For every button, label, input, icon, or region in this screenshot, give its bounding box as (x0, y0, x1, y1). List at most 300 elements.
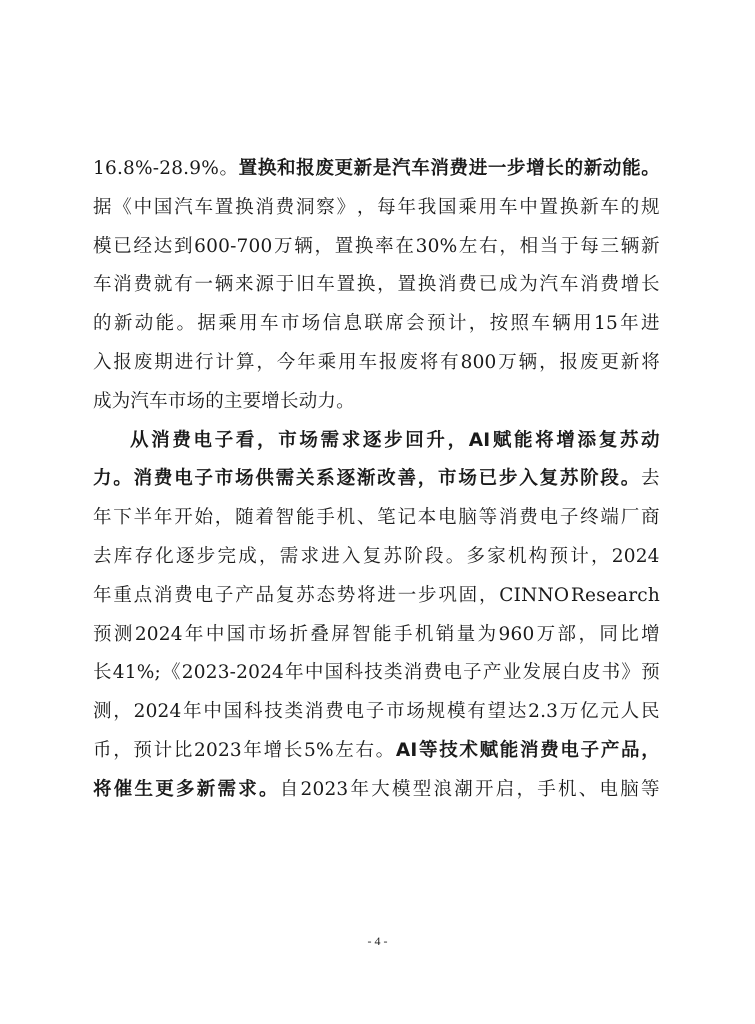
text-run: 600-700 (194, 235, 273, 257)
text-run: ， (539, 351, 558, 373)
text-run: 动 (641, 429, 660, 451)
text-run: 新 (620, 351, 640, 373)
text-run: 需 (217, 778, 237, 800)
text-run: 为 (519, 274, 538, 296)
text-run: 的 (620, 196, 640, 218)
text-run: 步 (507, 158, 526, 179)
text-run: 比 (620, 623, 639, 645)
text-run: 万 (498, 351, 517, 373)
text-run: 一 (397, 584, 417, 606)
text-run: 消 (304, 701, 324, 723)
text-run: ， (478, 584, 498, 606)
text-run: 辆 (518, 351, 538, 373)
text-run: 消 (153, 584, 173, 606)
text-run: 15 (594, 313, 618, 335)
text-run: 41%; (112, 662, 161, 684)
text-run: 需 (279, 545, 299, 567)
text-run: 息 (343, 313, 363, 335)
text-run: 费 (153, 468, 173, 490)
text-run: 费 (449, 158, 469, 179)
text-run: 费 (458, 274, 478, 296)
text-run: 报 (113, 351, 133, 373)
text-run: 废 (579, 351, 599, 373)
text-run: 新 (641, 235, 660, 257)
text-run: 的 (564, 158, 584, 179)
text-run: 汽 (392, 158, 411, 179)
text-run: 求 (238, 778, 257, 800)
text-run: 成为汽车市场的主要增长动力。 (93, 390, 355, 412)
text-run: 进 (468, 158, 488, 179)
text-run: ， (214, 507, 234, 529)
text-run: 费 (519, 507, 538, 529)
text-run: 计 (570, 545, 589, 567)
text-run: 。 (219, 158, 239, 179)
text-run: 增 (526, 158, 545, 179)
text-run: 消 (498, 507, 518, 529)
text-run: 段 (425, 545, 444, 567)
text-run: 国 (153, 196, 173, 218)
text-run: ， (468, 313, 488, 335)
text-run: 手 (537, 778, 556, 800)
text-run: 右 (355, 739, 375, 761)
text-line (93, 228, 660, 267)
text-run: 消 (580, 274, 599, 296)
text-run: 多 (466, 545, 486, 567)
text-run: ， (256, 351, 276, 373)
text-run: 步 (384, 429, 403, 451)
text-run: 费 (325, 701, 344, 723)
text-run: 中 (205, 623, 225, 645)
text-run: 子 (365, 701, 385, 723)
text-run: 业 (502, 662, 522, 684)
text-run: 电 (599, 778, 619, 800)
text-run: 汽 (174, 196, 193, 218)
text-run: 能 (622, 158, 641, 179)
text-run: 电 (560, 739, 580, 761)
text-run: 换 (356, 274, 376, 296)
text-run: 长 (545, 158, 565, 179)
text-line (93, 577, 660, 616)
text-run: 国 (226, 623, 246, 645)
text-run: 脑 (620, 778, 639, 800)
text-run: 960 (498, 623, 535, 645)
text-run: 万 (536, 623, 556, 645)
text-run: 催 (113, 778, 133, 800)
text-run: 按 (489, 313, 509, 335)
text-run: 子 (463, 662, 482, 684)
text-run: 多 (176, 778, 195, 800)
text-line (93, 460, 660, 499)
text-run: ， (641, 739, 660, 761)
text-run: 来 (235, 274, 254, 296)
text-run: 开 (174, 507, 193, 529)
text-run: 人 (620, 701, 640, 723)
text-run: 联 (364, 313, 384, 335)
text-run: 回 (405, 429, 424, 451)
text-run: 势 (336, 584, 356, 606)
text-run: 手 (316, 507, 335, 529)
text-run: 国 (324, 662, 344, 684)
text-run: 苏 (383, 545, 403, 567)
text-line (93, 422, 660, 461)
text-run: 洞 (295, 196, 315, 218)
text-run: 测 (113, 623, 133, 645)
text-run: 等 (418, 739, 438, 761)
text-run: 更 (600, 351, 620, 373)
text-run: ， (417, 468, 437, 490)
text-run: ， (314, 235, 334, 257)
text-run: 在 (395, 235, 415, 257)
text-run: 计 (215, 351, 235, 373)
text-run: 同 (599, 623, 619, 645)
text-run: 左 (458, 235, 478, 257)
text-run: 算 (235, 351, 255, 373)
text-run: 市 (278, 429, 297, 451)
text-run: 求 (300, 545, 320, 567)
text-run: 智 (352, 623, 371, 645)
text-run: 将 (93, 778, 112, 800)
text-run: 逐 (176, 545, 195, 567)
text-run: ， (591, 545, 610, 567)
text-run: 预 (93, 623, 112, 645)
text-run: 车 (260, 313, 279, 335)
text-run: 。 (375, 739, 395, 761)
text-run: 车 (411, 158, 430, 179)
text-run: 苏 (559, 468, 579, 490)
text-line (93, 266, 660, 305)
text-run: 年 (93, 507, 112, 529)
text-run: 进 (641, 313, 660, 335)
text-run: 车 (316, 274, 335, 296)
text-run: 半 (133, 507, 153, 529)
text-run: 电 (174, 468, 193, 490)
text-run: 年 (350, 778, 370, 800)
text-run: 有 (467, 701, 486, 723)
text-run: 、 (578, 778, 598, 800)
text-run: 年 (397, 196, 417, 218)
text-run: 长 (641, 274, 660, 296)
text-line (93, 150, 660, 189)
text-run: 手 (393, 623, 413, 645)
text-run: 家 (487, 545, 506, 567)
text-run: ， (259, 545, 278, 567)
text-run: 旧 (295, 274, 315, 296)
text-run: 科 (344, 662, 364, 684)
text-run: 年 (153, 507, 173, 529)
text-run: 照 (510, 313, 530, 335)
text-run: 电 (443, 662, 463, 684)
text-run: 三 (600, 235, 620, 257)
text-run: 长 (283, 739, 303, 761)
text-run: 是 (372, 158, 392, 179)
text-run: 子 (194, 468, 214, 490)
text-run: 场 (268, 623, 288, 645)
text-run: 始 (194, 507, 214, 529)
text-run: 量 (456, 623, 476, 645)
text-run: 乘 (218, 313, 237, 335)
text-run: 于 (275, 274, 295, 296)
text-run: 将 (641, 351, 660, 373)
text-run: 能 (295, 507, 315, 529)
text-run: 市 (280, 313, 300, 335)
text-run: 力 (93, 468, 112, 490)
text-run: 大 (371, 778, 390, 800)
text-run: 叠 (310, 623, 330, 645)
text-run: CINNO (499, 584, 570, 606)
text-run: 废 (315, 158, 335, 179)
text-run: 2023-2024 (181, 662, 285, 684)
text-line (93, 616, 660, 655)
text-run: 万 (273, 235, 293, 257)
text-line (93, 189, 660, 228)
text-run: 的 (93, 313, 112, 335)
text-run: 品 (621, 739, 640, 761)
text-run: 逐 (362, 429, 382, 451)
text-run: 术 (459, 739, 479, 761)
text-run: 完 (217, 545, 237, 567)
text-run: 每 (580, 235, 599, 257)
text-run: 增 (263, 739, 283, 761)
text-run: 换 (354, 235, 374, 257)
text-run: 亿 (580, 701, 599, 723)
text-run: 场 (299, 429, 319, 451)
text-run: 能 (514, 429, 533, 451)
text-run: 今 (276, 351, 296, 373)
text-run: 消 (113, 274, 132, 296)
text-run: 2023 (300, 778, 349, 800)
text-run: 计 (447, 313, 467, 335)
text-run: 子 (214, 584, 234, 606)
text-run: 期 (154, 351, 173, 373)
text-run: 浪 (433, 778, 453, 800)
text-run: 乘 (458, 196, 478, 218)
text-run: 增 (556, 429, 576, 451)
text-run: 记 (397, 507, 417, 529)
text-run: 子 (559, 507, 579, 529)
text-run: 固 (458, 584, 478, 606)
text-run: 消 (151, 429, 170, 451)
text-run: 到 (173, 235, 193, 257)
text-run: 子 (580, 739, 600, 761)
text-run: 去 (93, 545, 112, 567)
text-run: 预 (427, 313, 446, 335)
text-run: 启 (495, 778, 515, 800)
text-run: 机 (414, 623, 434, 645)
text-run: 测 (93, 701, 112, 723)
text-run: 废 (399, 351, 419, 373)
text-run: 年 (297, 351, 316, 373)
text-run: 费 (540, 739, 559, 761)
text-run: 模 (446, 701, 466, 723)
text-run: 费 (275, 196, 295, 218)
text-run: 年 (285, 662, 304, 684)
body-text (93, 150, 660, 810)
text-run: 有 (174, 274, 193, 296)
text-run: 辆 (214, 274, 234, 296)
page-number: - 4 - (367, 934, 388, 948)
text-run: 车 (559, 274, 579, 296)
text-run: AI (395, 739, 418, 761)
text-run: 技 (364, 662, 383, 684)
text-run: 入 (93, 351, 112, 373)
text-run: 着 (255, 507, 275, 529)
text-run: 报 (378, 351, 398, 373)
text-run: 用 (338, 351, 357, 373)
text-run: 车 (358, 351, 378, 373)
text-run: 报 (296, 158, 315, 179)
text-run: 和 (276, 158, 296, 179)
text-run: 一 (194, 274, 214, 296)
text-run: 换 (417, 274, 437, 296)
text-run: 新 (113, 313, 133, 335)
text-run: 用 (478, 196, 498, 218)
text-run: 换 (257, 158, 277, 179)
text-run: 预 (549, 545, 569, 567)
text-run: 段 (600, 468, 620, 490)
text-run: 达 (153, 235, 173, 257)
text-run: 需 (320, 429, 340, 451)
text-run: 废 (133, 351, 153, 373)
text-run: 关 (295, 468, 315, 490)
text-run: AI (468, 429, 491, 451)
text-run: 民 (640, 701, 660, 723)
text-line (93, 654, 660, 693)
text-run: 新 (353, 158, 373, 179)
text-run: 商 (641, 507, 660, 529)
text-run: 辆 (294, 235, 313, 257)
text-run: 据 (197, 313, 217, 335)
text-run: ， (377, 274, 396, 296)
text-run: 费 (172, 429, 192, 451)
text-run: 相 (519, 235, 539, 257)
text-run: 2.3 (528, 701, 559, 723)
text-run: 置 (397, 274, 417, 296)
text-run: 规 (641, 196, 660, 218)
text-run: 潮 (454, 778, 473, 800)
text-run: 币 (93, 739, 112, 761)
text-run: 态 (316, 584, 336, 606)
text-run: 2024 (611, 545, 660, 567)
text-run: 费 (133, 274, 153, 296)
text-run: 、 (356, 507, 376, 529)
text-run: 电 (194, 584, 214, 606)
text-run: 经 (133, 235, 153, 257)
text-run: 去 (641, 468, 660, 490)
text-run: 当 (539, 235, 559, 257)
text-run: 中 (304, 662, 324, 684)
text-run: 望 (487, 701, 507, 723)
text-run: 》 (336, 196, 356, 218)
text-run: 汽 (539, 274, 559, 296)
text-run: 消 (438, 274, 457, 296)
text-run: 每 (377, 196, 396, 218)
text-run: 年 (184, 623, 204, 645)
text-run: 科 (243, 701, 263, 723)
text-run: 报 (559, 351, 579, 373)
text-run: 率 (375, 235, 394, 257)
text-run: 改 (377, 468, 396, 490)
text-line (93, 305, 660, 344)
text-run: 型 (412, 778, 432, 800)
text-run: 新 (580, 196, 599, 218)
text-run: 重 (113, 584, 133, 606)
text-run: 入 (342, 545, 361, 567)
text-run: 用 (573, 313, 592, 335)
text-run: 预 (133, 739, 153, 761)
text-run: 产 (482, 662, 502, 684)
text-run: 计 (153, 739, 173, 761)
text-run: ， (499, 235, 519, 257)
text-run: 复 (362, 545, 382, 567)
text-run: 构 (528, 545, 548, 567)
text-run: 电 (193, 429, 213, 451)
text-run: 发 (522, 662, 542, 684)
text-run: 预 (641, 662, 660, 684)
text-run: Research (570, 584, 660, 606)
text-run: 模 (391, 778, 411, 800)
text-run: 消 (255, 196, 275, 218)
text-run: 渐 (356, 468, 376, 490)
text-run: 点 (133, 584, 153, 606)
text-run: 新 (583, 158, 603, 179)
text-run: 中 (519, 196, 538, 218)
text-run: 阶 (580, 468, 599, 490)
text-run: 辆 (620, 235, 640, 257)
text-run: ， (113, 739, 132, 761)
text-run: 下 (113, 507, 132, 529)
text-run: 将 (419, 351, 439, 373)
text-run: 国 (223, 701, 243, 723)
text-run: 置 (238, 158, 258, 179)
text-run: 5% (304, 739, 334, 761)
text-run: 逐 (336, 468, 356, 490)
text-run: 添 (577, 429, 597, 451)
text-run: 终 (580, 507, 599, 529)
text-run: 车 (531, 313, 551, 335)
text-run: 赋 (479, 739, 499, 761)
text-run: 笔 (377, 507, 396, 529)
text-run: 行 (195, 351, 214, 373)
text-run: 善 (397, 468, 417, 490)
text-run: 市 (438, 468, 457, 490)
text-run: 复 (539, 468, 559, 490)
text-run: 模 (93, 235, 112, 257)
text-run: 电 (438, 507, 457, 529)
text-run: 技 (439, 739, 458, 761)
text-run: 屏 (331, 623, 350, 645)
text-run: 看 (235, 429, 255, 451)
text-run: 进 (377, 584, 397, 606)
text-run: 已 (113, 235, 132, 257)
text-run: 费 (174, 584, 193, 606)
text-run: 左 (335, 739, 354, 761)
text-run: 苏 (619, 429, 639, 451)
text-run: 子 (214, 429, 234, 451)
text-run: ， (578, 623, 598, 645)
text-run: 类 (284, 701, 304, 723)
text-run: 成 (498, 274, 518, 296)
text-run: 步 (498, 468, 518, 490)
text-run: 生 (134, 778, 154, 800)
text-run: 席 (385, 313, 404, 335)
text-run: 消 (520, 739, 539, 761)
text-run: 场 (458, 468, 478, 490)
text-run: 求 (341, 429, 361, 451)
text-run: 厂 (620, 507, 640, 529)
text-run: 品 (255, 584, 275, 606)
text-run: ， (257, 429, 276, 451)
text-run: 市 (386, 701, 405, 723)
